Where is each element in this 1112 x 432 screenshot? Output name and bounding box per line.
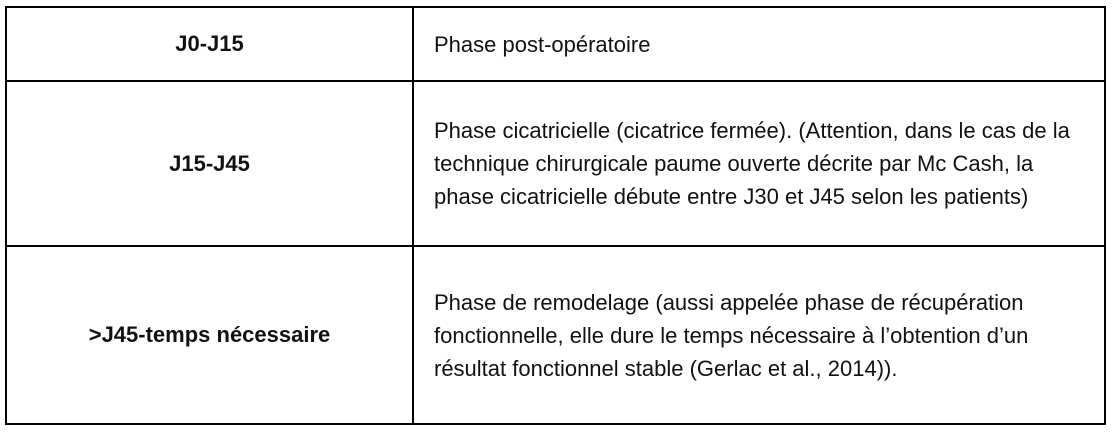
period-cell: J15-J45: [6, 81, 413, 246]
period-cell: >J45-temps nécessaire: [6, 246, 413, 424]
table-row: [6, 246, 1105, 424]
description-cell: Phase cicatricielle (cicatrice fermée). (Attention, dans le cas de la technique chirurgicale paume ouverte décrite par Mc Cash, la phase cicatricielle débute entre J30 et J45 selon les patients): [413, 81, 1105, 246]
table-row: [6, 81, 1105, 246]
description-cell: Phase de remodelage (aussi appelée phase de récupération fonctionnelle, elle dure le temps nécessaire à l’obtention d’un résultat fonctionnel stable (Gerlac et al., 2014)).: [413, 246, 1105, 424]
phase-table: [5, 6, 1106, 425]
table-row: [6, 7, 1105, 81]
description-cell: Phase post-opératoire: [413, 7, 1105, 81]
period-cell: J0-J15: [6, 7, 413, 81]
